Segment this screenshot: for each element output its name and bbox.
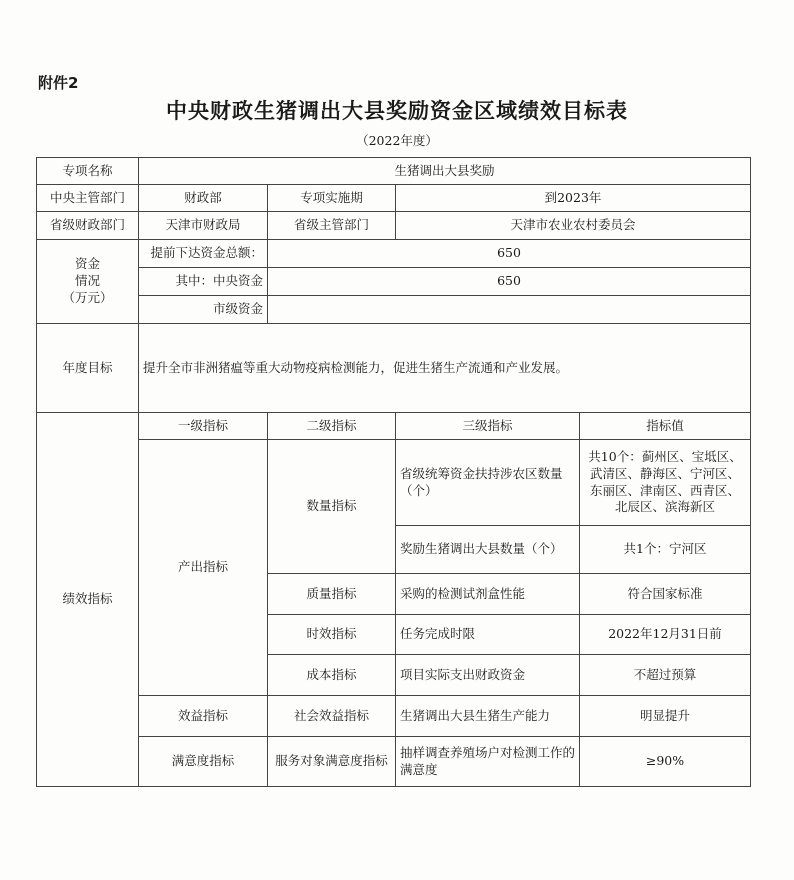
prov-finance-label: 省级财政部门 (37, 212, 139, 240)
cost-indicator: 成本指标 (268, 655, 396, 696)
row-prov-finance (37, 212, 751, 240)
quality-indicator: 质量指标 (268, 574, 396, 615)
q2-name: 奖励生猪调出大县数量（个） (396, 526, 580, 574)
row-fund-total (37, 240, 751, 268)
fund-label-line1: 资金 (74, 256, 100, 272)
timeliness-indicator: 时效指标 (268, 615, 396, 655)
fund-total-value: 650 (268, 240, 751, 268)
project-name-label: 专项名称 (37, 158, 139, 185)
q1-name: 省级统筹资金扶持涉农区数量（个） (396, 440, 580, 526)
row-fund-central (37, 268, 751, 296)
period-value: 到2023年 (396, 185, 751, 212)
header-level2: 二级指标 (268, 413, 396, 440)
annual-goal-value: 提升全市非洲猪瘟等重大动物疫病检测能力，促进生猪生产流通和产业发展。 (139, 324, 751, 413)
indicators-label: 绩效指标 (37, 413, 139, 787)
cost-name: 项目实际支出财政资金 (396, 655, 580, 696)
quality-name: 采购的检测试剂盒性能 (396, 574, 580, 615)
attachment-label: 附件2 (38, 74, 79, 92)
social-indicator: 社会效益指标 (268, 696, 396, 737)
fund-label-line3: （万元） (62, 289, 113, 305)
annual-goal-label: 年度目标 (37, 324, 139, 413)
service-value: ≥90% (580, 737, 751, 787)
timeliness-value: 2022年12月31日前 (580, 615, 751, 655)
service-name: 抽样调查养殖场户对检测工作的满意度 (396, 737, 580, 787)
header-level3: 三级指标 (396, 413, 580, 440)
fund-label-line2: 情况 (74, 273, 100, 289)
output-indicator: 产出指标 (139, 440, 268, 696)
row-benefit (37, 696, 751, 737)
prov-dept-label: 省级主管部门 (268, 212, 396, 240)
header-value: 指标值 (580, 413, 751, 440)
fund-total-label: 提前下达资金总额： (139, 240, 268, 268)
cost-value: 不超过预算 (580, 655, 751, 696)
benefit-indicator: 效益指标 (139, 696, 268, 737)
prov-finance-value: 天津市财政局 (139, 212, 268, 240)
fund-city-label: 市级资金 (139, 296, 268, 324)
row-fund-city (37, 296, 751, 324)
row-quantity-1 (37, 440, 751, 526)
social-name: 生猪调出大县生猪生产能力 (396, 696, 580, 737)
social-value: 明显提升 (580, 696, 751, 737)
header-level1: 一级指标 (139, 413, 268, 440)
q1-value: 共10个：蓟州区、宝坻区、武清区、静海区、宁河区、东丽区、津南区、西青区、北辰区、滨海新区 (580, 440, 751, 526)
row-annual-goal (37, 324, 751, 413)
row-project-name (37, 158, 751, 185)
quality-value: 符合国家标准 (580, 574, 751, 615)
quantity-indicator: 数量指标 (268, 440, 396, 574)
period-label: 专项实施期 (268, 185, 396, 212)
row-central-dept (37, 185, 751, 212)
row-indicator-headers (37, 413, 751, 440)
fund-central-label: 其中：中央资金 (139, 268, 268, 296)
q2-value: 共1个：宁河区 (580, 526, 751, 574)
satisfaction-indicator: 满意度指标 (139, 737, 268, 787)
fund-city-value (268, 296, 751, 324)
row-satisfaction (37, 737, 751, 787)
service-indicator: 服务对象满意度指标 (268, 737, 396, 787)
project-name-value: 生猪调出大县奖励 (139, 158, 751, 185)
central-dept-label: 中央主管部门 (37, 185, 139, 212)
performance-table (36, 157, 751, 787)
fund-central-value: 650 (268, 268, 751, 296)
central-dept-value: 财政部 (139, 185, 268, 212)
prov-dept-value: 天津市农业农村委员会 (396, 212, 751, 240)
fund-label (37, 240, 139, 324)
timeliness-name: 任务完成时限 (396, 615, 580, 655)
fiscal-year: （2022年度） (356, 133, 438, 148)
page-title: 中央财政生猪调出大县奖励资金区域绩效目标表 (166, 98, 628, 123)
